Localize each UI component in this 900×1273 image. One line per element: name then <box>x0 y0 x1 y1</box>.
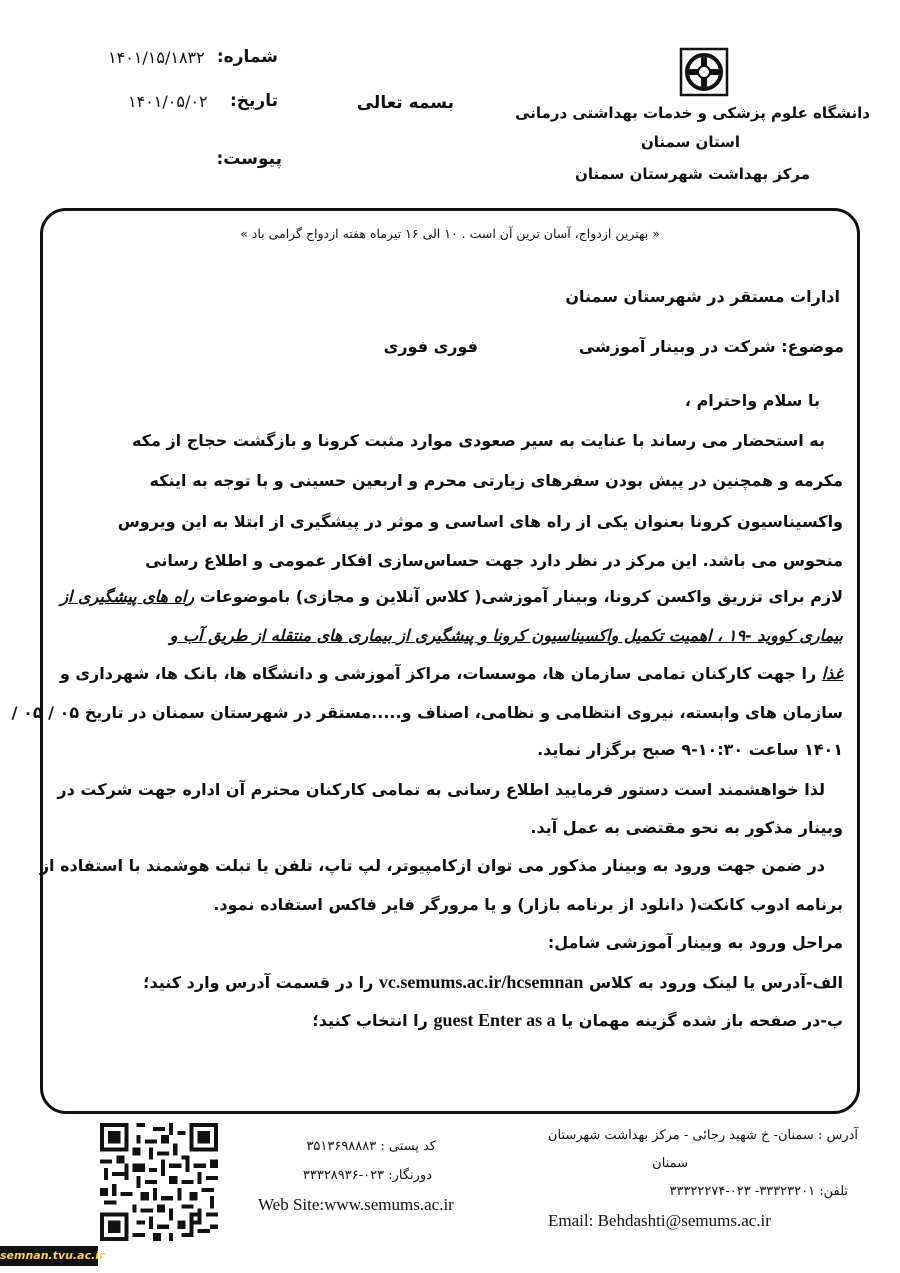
subject: موضوع: شرکت در وبینار آموزشی <box>578 337 844 356</box>
body-line: ۱۴۰۱ ساعت ۱۰:۳۰-۹ صبح برگزار نماید. <box>537 740 843 759</box>
topic-highlight: راه های پیشگیری از <box>60 587 195 606</box>
letter-number: ۱۴۰۱/۱۵/۱۸۳۲ <box>108 48 205 67</box>
body-line <box>60 587 843 606</box>
date-label: تاریخ: <box>230 91 278 111</box>
step-a-prefix: الف-آدرس یا لینک ورود به کلاس <box>588 973 843 992</box>
body-line: سازمان های وابسته، نیروی انتظامی و نظامی، اصناف و.....مستقر در شهرستان سمنان در تاریخ ۰۵ / ۰۵ / <box>11 703 843 722</box>
body-line: واکسیناسیون کرونا بعنوان یکی از راه های اساسی و موثر در پیشگیری از ابتلا به این ویروس <box>117 512 843 531</box>
footer-postal-code: کد پستی : ۳۵۱۳۶۹۸۸۸۳ <box>306 1139 436 1154</box>
footer-address-city: سمنان <box>652 1156 688 1171</box>
body-line: وبینار مذکور به نحو مقتضی به عمل آید. <box>530 818 843 837</box>
body-line: لذا خواهشمند است دستور فرمایید اطلاع رسانی به تمامی کارکنان محترم آن اداره جهت شرکت در <box>57 780 825 799</box>
org-center: مرکز بهداشت شهرستان سمنان <box>575 165 810 183</box>
body-text: را جهت کارکنان تمامی سازمان ها، موسسات، مراکز آموزشی و دانشگاه ها، بانک ها، شهرداری و <box>59 664 817 683</box>
body-line: مراحل ورود به وبینار آموزشی شامل: <box>547 933 843 952</box>
webinar-url: vc.semums.ac.ir/hcsemnan <box>378 972 584 992</box>
body-line: به استحضار می رساند با عنایت به سیر صعودی موارد مثبت کرونا و بازگشت حجاج از مکه <box>131 431 825 450</box>
body-line <box>60 664 843 683</box>
body-line: برنامه ادوب کانکت( دانلود از برنامه بازار) و یا مرورگر فایر فاکس استفاده نمود. <box>213 895 843 914</box>
step-b-suffix: را انتخاب کنید؛ <box>312 1011 428 1030</box>
org-name: دانشگاه علوم پزشکی و خدمات بهداشتی درمانی <box>515 104 870 122</box>
priority: فوری فوری <box>383 337 478 356</box>
attachment-label: پیوست: <box>216 149 282 169</box>
greeting: با سلام واحترام ، <box>684 391 820 410</box>
footer-address: آدرس : سمنان- خ شهید رجائی - مرکز بهداشت شهرستان <box>547 1128 858 1143</box>
step-b <box>312 1010 843 1031</box>
footer-email: Email: Behdashti@semums.ac.ir <box>548 1211 771 1230</box>
university-logo <box>679 47 729 97</box>
qr-code <box>100 1123 218 1241</box>
topic-line <box>170 626 843 645</box>
recipient: ادارات مستقر در شهرستان سمنان <box>565 287 840 306</box>
watermark-badge: semnan.tvu.ac.ir <box>0 1246 98 1266</box>
step-a-suffix: را در قسمت آدرس وارد کنید؛ <box>143 973 374 992</box>
body-line: در ضمن جهت ورود به وبینار مذکور می توان ازکامپیوتر، لپ تاپ، تلفن یا تبلت هوشمند با استفاده از <box>39 856 825 875</box>
footer-website: Web Site:www.semums.ac.ir <box>258 1195 454 1214</box>
footer-phone: تلفن: ۳۳۳۲۳۲۰۱- ۰۲۳-۳۳۳۲۲۲۷۴ <box>669 1184 848 1199</box>
body-text: لازم برای تزریق واکسن کرونا، وبینار آموزشی( کلاس آنلاین و مجازی) باموضوعات <box>199 587 843 606</box>
motto: « بهترین ازدواج، آسان ترین آن است . ۱۰ الی ۱۶ تیرماه هفته ازدواج گرامی باد » <box>240 226 660 241</box>
step-a <box>143 972 843 993</box>
step-b-prefix: ب-در صفحه باز شده گزینه مهمان یا <box>561 1011 843 1030</box>
body-line: منحوس می باشد. این مرکز در نظر دارد جهت حساس‌سازی افکار عمومی و اطلاع رسانی <box>145 551 843 570</box>
topic-highlight: غذا <box>821 664 843 683</box>
topic-highlight: بیماری کووید -۱۹ ، اهمیت تکمیل واکسیناسیون کرونا و پیشگیری از بیماری های منتقله از طریق آب و <box>169 626 843 645</box>
invocation: بسمه تعالی <box>356 93 454 113</box>
guest-option: guest Enter as a <box>433 1010 556 1030</box>
letter-date: ۱۴۰۱/۰۵/۰۲ <box>128 92 208 111</box>
org-province: استان سمنان <box>640 133 740 151</box>
body-line: مکرمه و همچنین در پیش بودن سفرهای زیارتی محرم و اربعین حسینی و با توجه به اینکه <box>149 471 843 490</box>
footer-fax: دورنگار: ۰۲۳-۳۳۳۲۸۹۳۶ <box>302 1168 432 1183</box>
number-label: شماره: <box>216 47 278 67</box>
